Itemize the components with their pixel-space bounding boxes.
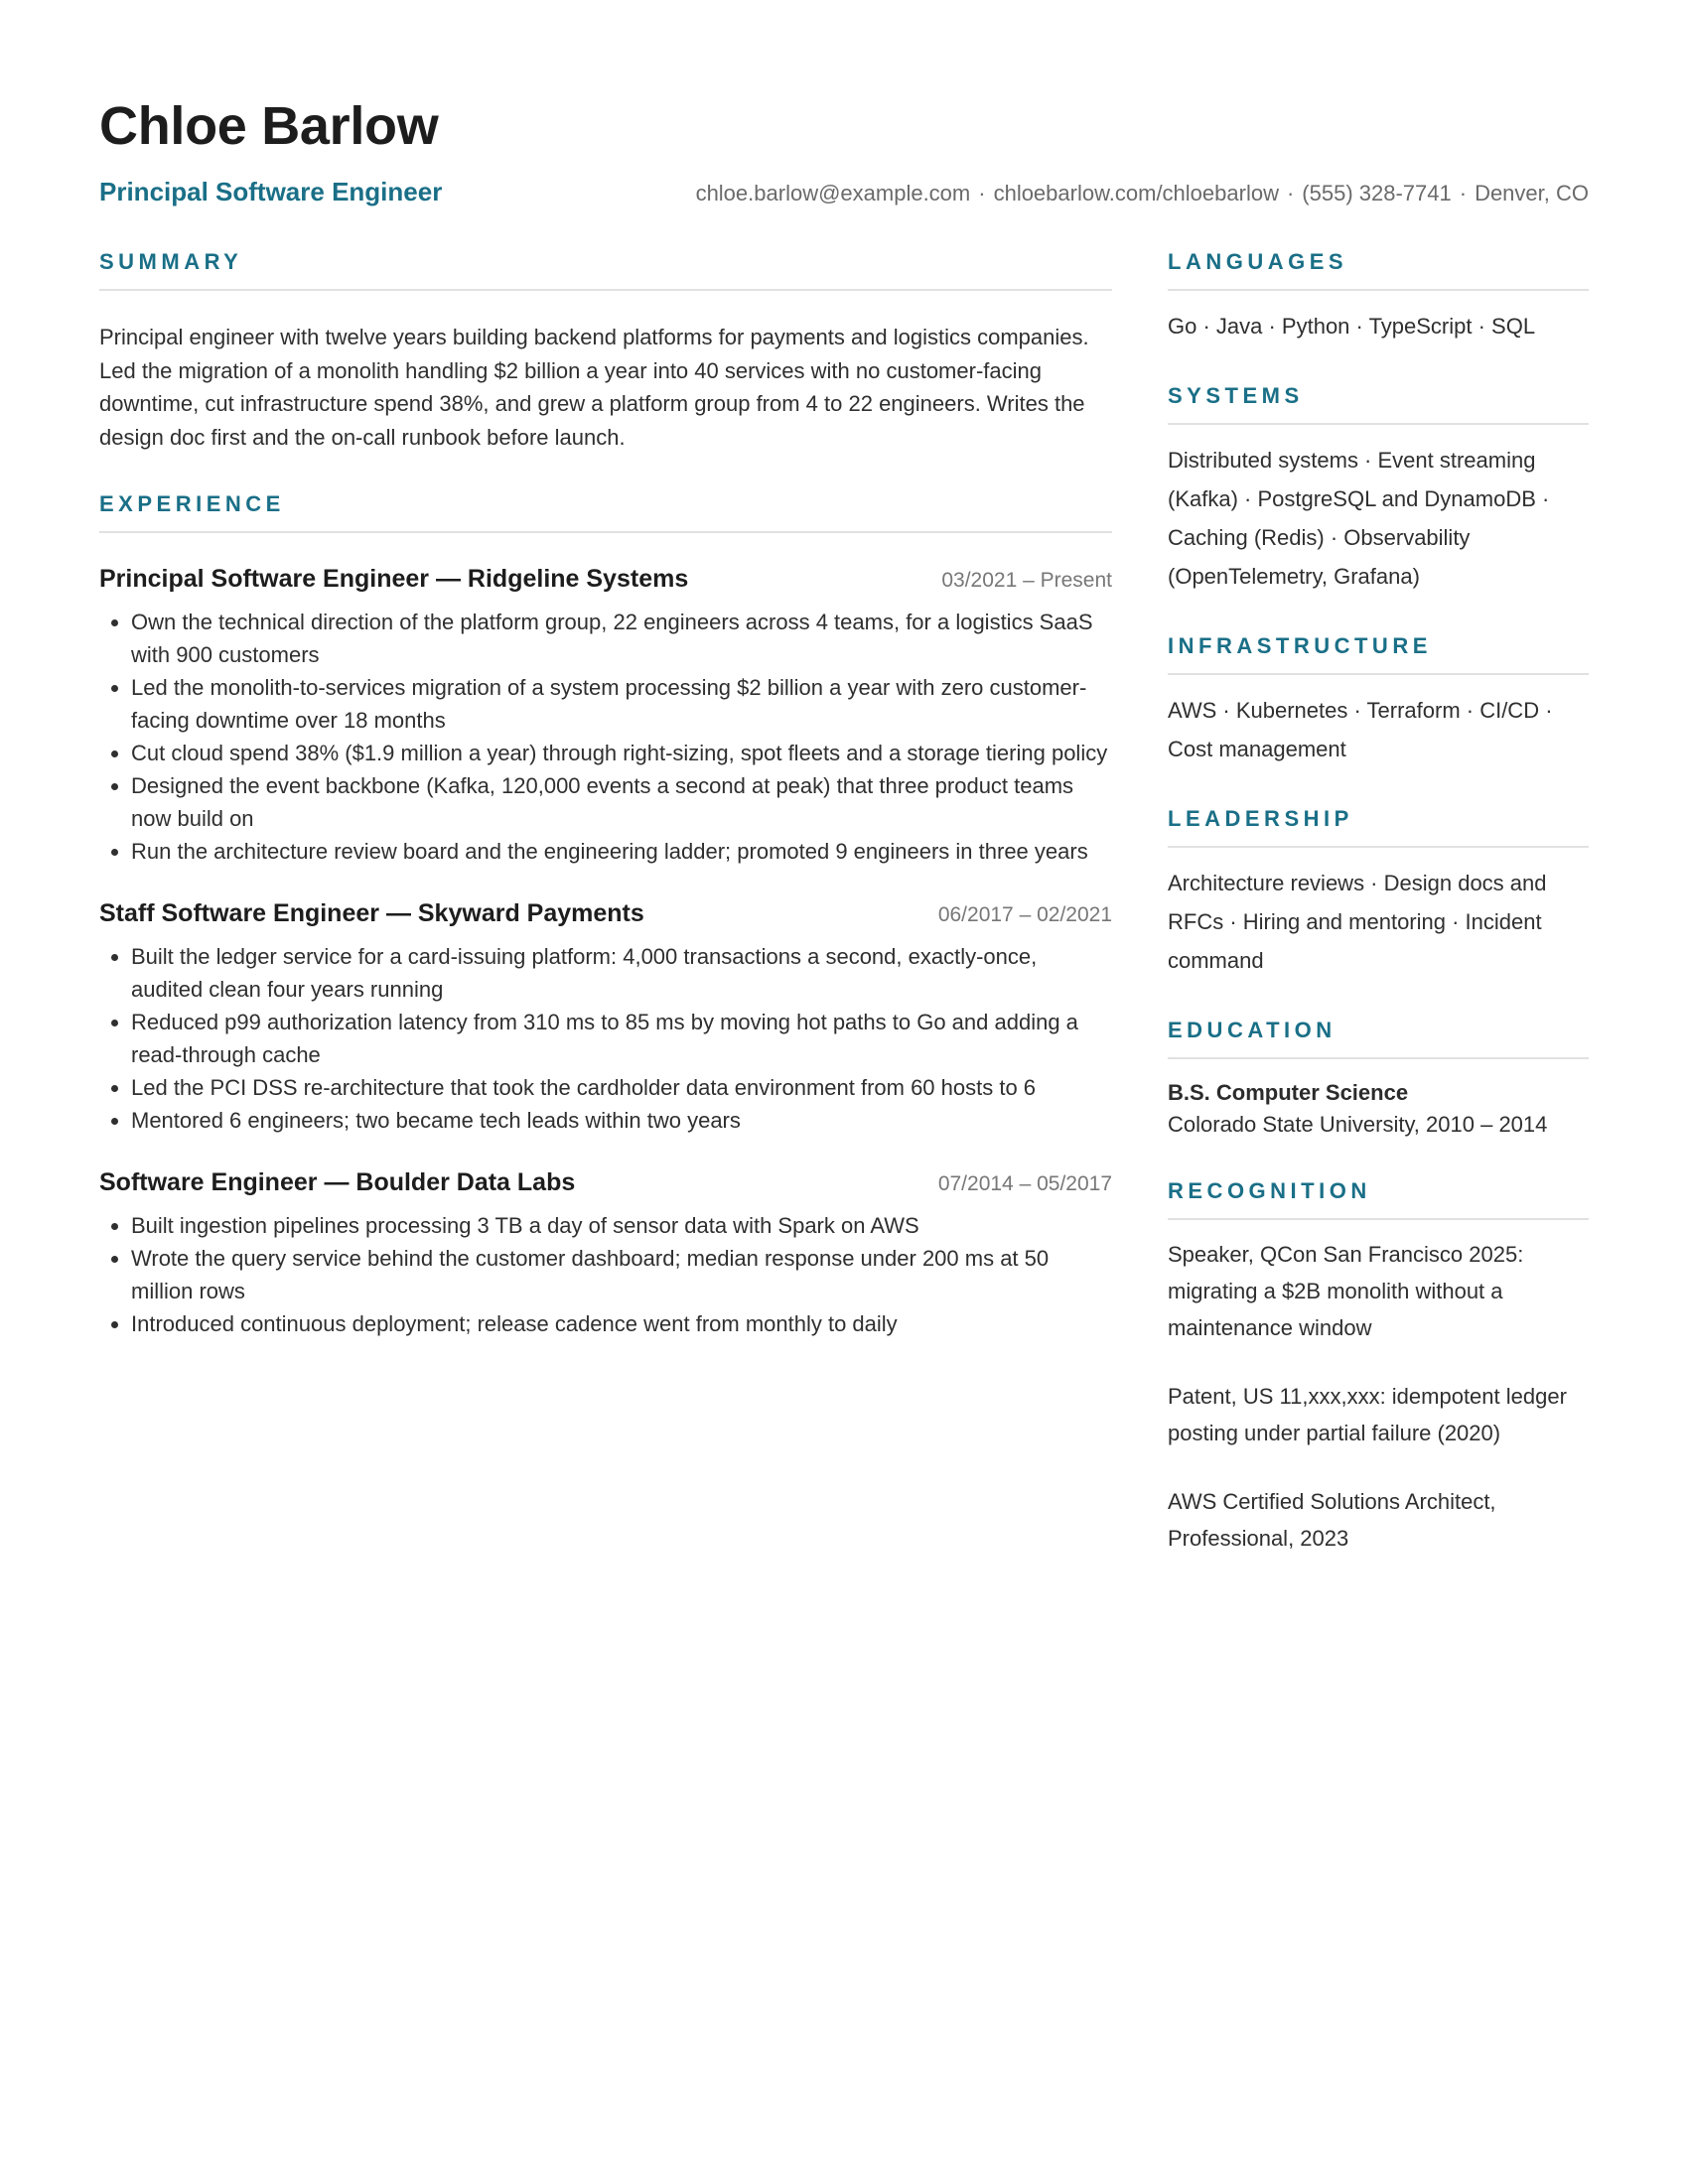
job-bullet: • Reduced p99 authorization latency from 310 ms to 85 ms by moving hot paths to Go and adding a read-through cache bbox=[131, 1006, 1112, 1071]
systems-heading: SYSTEMS bbox=[1168, 383, 1589, 425]
leadership-section bbox=[1168, 806, 1589, 980]
sidebar-column bbox=[1168, 249, 1589, 1594]
job-bullet: • Built the ledger service for a card-issuing platform: 4,000 transactions a second, exactly-once, audited clean four years running bbox=[131, 940, 1112, 1006]
recognition-item: Patent, US 11,xxx,xxx: idempotent ledger posting under partial failure (2020) bbox=[1168, 1384, 1567, 1446]
contact-info bbox=[696, 181, 1589, 206]
recognition-section bbox=[1168, 1178, 1589, 1557]
summary-text: Principal engineer with twelve years building backend platforms for payments and logistics companies. Led the migration of a monolith handling $2 billion a year into 40 services with no customer-facing downtime, cut infrastructure spend 38%, and grew a platform group from 4 to 22 engineers. Writes the design doc first and the on-call runbook before launch. bbox=[99, 325, 1089, 450]
job-entry bbox=[99, 565, 1112, 868]
education-section bbox=[1168, 1018, 1589, 1141]
languages-section bbox=[1168, 249, 1589, 345]
job-header bbox=[99, 899, 1112, 928]
recognition-item: AWS Certified Solutions Architect, Professional, 2023 bbox=[1168, 1489, 1496, 1552]
job-header bbox=[99, 565, 1112, 594]
job-bullets bbox=[99, 1209, 1112, 1340]
recognition-heading: RECOGNITION bbox=[1168, 1178, 1589, 1220]
job-bullet: • Own the technical direction of the platform group, 22 engineers across 4 teams, for a logistics SaaS with 900 customers bbox=[131, 606, 1112, 671]
systems-section bbox=[1168, 383, 1589, 596]
job-bullets bbox=[99, 940, 1112, 1137]
job-bullet: • Built ingestion pipelines processing 3 TB a day of sensor data with Spark on AWS bbox=[131, 1209, 1112, 1242]
candidate-name: Chloe Barlow bbox=[99, 96, 439, 156]
job-dates: 06/2017 – 02/2021 bbox=[937, 903, 1112, 927]
job-title: Principal Software Engineer — Ridgeline Systems bbox=[99, 565, 689, 594]
languages-heading: LANGUAGES bbox=[1168, 249, 1589, 291]
summary-section bbox=[99, 249, 1112, 454]
job-bullet: • Led the monolith-to-services migration of a system processing $2 billion a year with zero customer-facing downtime over 18 months bbox=[131, 671, 1112, 737]
education-school: Colorado State University, 2010 – 2014 bbox=[1168, 1112, 1548, 1138]
job-bullet: • Designed the event backbone (Kafka, 120,000 events a second at peak) that three product teams now build on bbox=[131, 769, 1112, 835]
contact-phone: (555) 328-7741 bbox=[1302, 181, 1452, 206]
infrastructure-heading: INFRASTRUCTURE bbox=[1168, 633, 1589, 675]
job-bullet: • Cut cloud spend 38% ($1.9 million a year) through right-sizing, spot fleets and a storage tiering policy bbox=[131, 737, 1112, 769]
job-entry bbox=[99, 1168, 1112, 1340]
leadership-heading: LEADERSHIP bbox=[1168, 806, 1589, 848]
job-bullet: • Introduced continuous deployment; release cadence went from monthly to daily bbox=[131, 1307, 1112, 1340]
experience-heading: EXPERIENCE bbox=[99, 491, 1112, 533]
job-title: Staff Software Engineer — Skyward Payments bbox=[99, 899, 644, 928]
job-bullets bbox=[99, 606, 1112, 868]
header-row bbox=[99, 177, 1589, 207]
contact-separator: · bbox=[1286, 181, 1295, 206]
contact-email[interactable]: chloe.barlow@example.com bbox=[695, 181, 971, 206]
contact-separator: · bbox=[978, 181, 986, 206]
job-bullet: • Run the architecture review board and the engineering ladder; promoted 9 engineers in three years bbox=[131, 835, 1112, 868]
education-heading: EDUCATION bbox=[1168, 1018, 1589, 1059]
job-title: Software Engineer — Boulder Data Labs bbox=[99, 1168, 576, 1197]
job-dates: 03/2021 – Present bbox=[941, 569, 1112, 593]
job-entry bbox=[99, 899, 1112, 1137]
recognition-item: Speaker, QCon San Francisco 2025: migrating a $2B monolith without a maintenance window bbox=[1168, 1242, 1524, 1341]
leadership-text: Architecture reviews · Design docs and RFCs · Hiring and mentoring · Incident command bbox=[1168, 871, 1547, 974]
experience-section bbox=[99, 491, 1112, 1340]
job-dates: 07/2014 – 05/2017 bbox=[937, 1172, 1112, 1196]
job-bullet: • Led the PCI DSS re-architecture that took the cardholder data environment from 60 hosts to 6 bbox=[131, 1071, 1112, 1104]
education-degree: B.S. Computer Science bbox=[1168, 1080, 1409, 1106]
main-column bbox=[99, 249, 1112, 1594]
job-bullet: • Wrote the query service behind the customer dashboard; median response under 200 ms at 50 million rows bbox=[131, 1242, 1112, 1307]
contact-location: Denver, CO bbox=[1475, 181, 1589, 206]
summary-heading: SUMMARY bbox=[99, 249, 1112, 291]
infrastructure-section bbox=[1168, 633, 1589, 768]
contact-website[interactable]: chloebarlow.com/chloebarlow bbox=[993, 181, 1279, 206]
languages-text: Go · Java · Python · TypeScript · SQL bbox=[1168, 314, 1536, 340]
job-header bbox=[99, 1168, 1112, 1197]
candidate-title: Principal Software Engineer bbox=[99, 177, 443, 207]
infrastructure-text: AWS · Kubernetes · Terraform · CI/CD · Cost management bbox=[1168, 698, 1553, 762]
systems-text: Distributed systems · Event streaming (Kafka) · PostgreSQL and DynamoDB · Caching (Redis) · Observability (OpenTelemetry, Grafana) bbox=[1168, 448, 1550, 590]
contact-separator: · bbox=[1459, 181, 1468, 206]
job-bullet: • Mentored 6 engineers; two became tech leads within two years bbox=[131, 1104, 1112, 1137]
resume-columns bbox=[99, 249, 1589, 1594]
